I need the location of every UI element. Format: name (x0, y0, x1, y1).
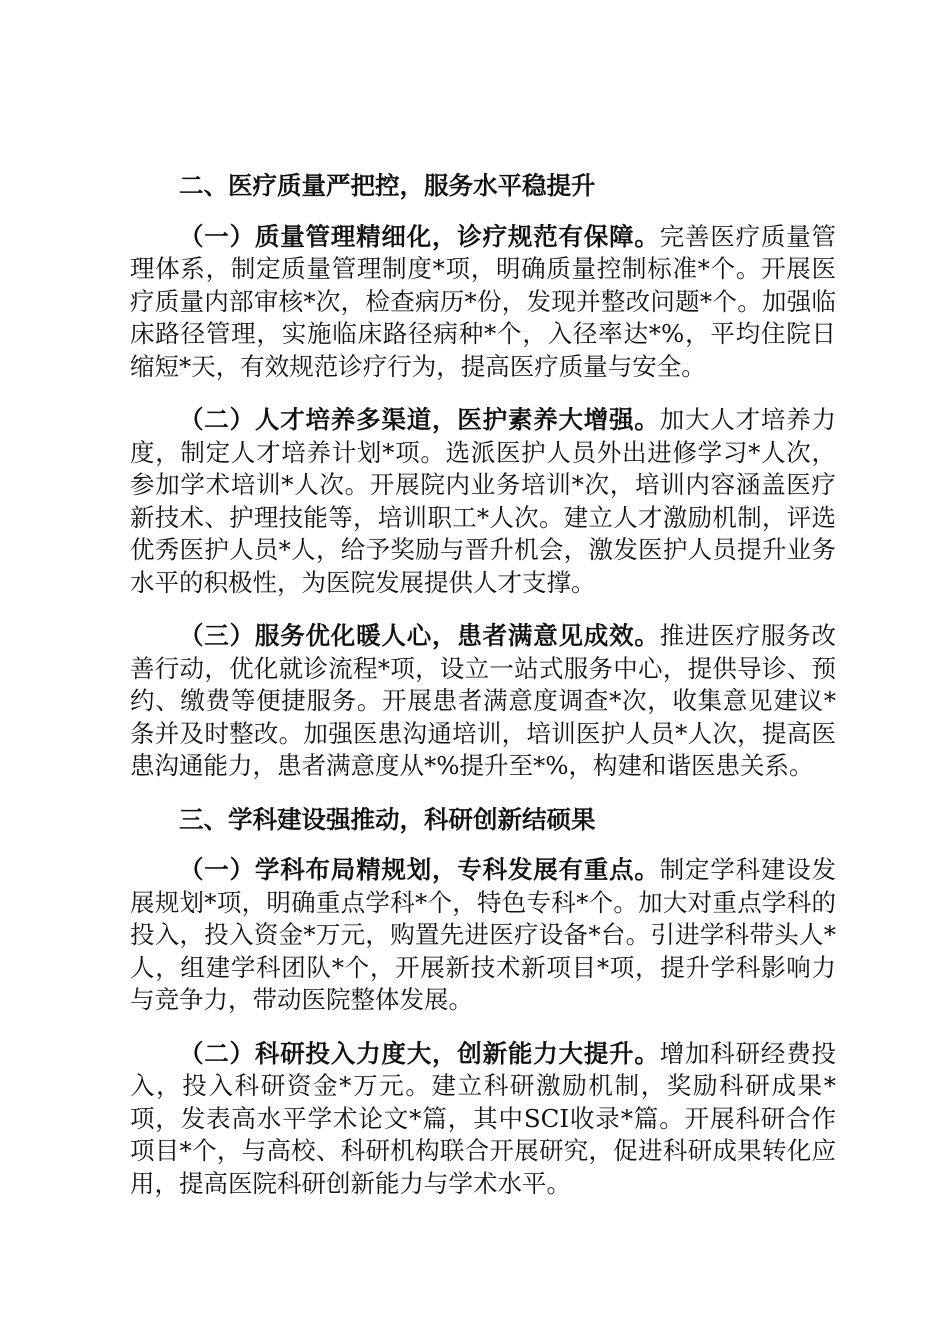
section-heading: 三、学科建设强推动，科研创新结硕果 (179, 804, 596, 834)
paragraph (130, 404, 836, 599)
document-page (130, 170, 836, 1221)
paragraph-lead: （二）人才培养多渠道，医护素养大增强。 (179, 405, 660, 434)
paragraph-body: 加大人才培养力度，制定人才培养计划*项。选派医护人员外出进修学习*人次，参加学术培训*人次。开展院内业务培训*次，培训内容涵盖医疗新技术、护理技能等，培训职工*人次。建立人才激励机制，评选优秀医护人员*人，给予奖励与晋升机会，激发医护人员提升业务水平的积极性，为医院发展提供人才支撑。 (130, 405, 837, 597)
paragraph-body: 完善医疗质量管理体系，制定质量管理制度*项，明确质量控制标准*个。开展医疗质量内部审核*次，检查病历*份，发现并整改问题*个。加强临床路径管理，实施临床路径病种*个，入径率达*%，平均住院日缩短*天，有效规范诊疗行为，提高医疗质量与安全。 (130, 221, 837, 381)
paragraph-body: 制定学科建设发展规划*项，明确重点学科*个，特色专科*个。加大对重点学科的投入，投入资金*万元，购置先进医疗设备*台。引进学科带头人*人，组建学科团队*个，开展新技术新项目*项，提升学科影响力与竞争力，带动医院整体发展。 (130, 855, 837, 1014)
paragraph-lead: （一）质量管理精细化，诊疗规范有保障。 (179, 221, 660, 251)
paragraph (130, 221, 836, 384)
paragraph-lead: （二）科研投入力度大，创新能力大提升。 (179, 1038, 660, 1068)
section-discipline-research (130, 804, 836, 1201)
paragraph (130, 620, 836, 783)
section-medical-quality (130, 170, 836, 783)
paragraph-body: 推进医疗服务改善行动，优化就诊流程*项，设立一站式服务中心，提供导诊、预约、缴费等便捷服务。开展患者满意度调查*次，收集意见建议*条并及时整改。加强医患沟通培训，培训医护人员*人次，提高医患沟通能力，患者满意度从*%提升至*%，构建和谐医患关系。 (130, 621, 837, 780)
paragraph (130, 854, 836, 1017)
section-heading: 二、医疗质量严把控，服务水平稳提升 (179, 171, 596, 200)
paragraph-lead: （三）服务优化暖人心，患者满意见成效。 (179, 621, 660, 650)
paragraph-lead: （一）学科布局精规划，专科发展有重点。 (179, 855, 660, 884)
paragraph (130, 1038, 836, 1201)
paragraph-body: 增加科研经费投入，投入科研资金*万元。建立科研激励机制，奖励科研成果*项，发表高水平学术论文*篇，其中SCI收录*篇。开展科研合作项目*个，与高校、科研机构联合开展研究，促进科研成果转化应用，提高医院科研创新能力与学术水平。 (130, 1038, 837, 1198)
